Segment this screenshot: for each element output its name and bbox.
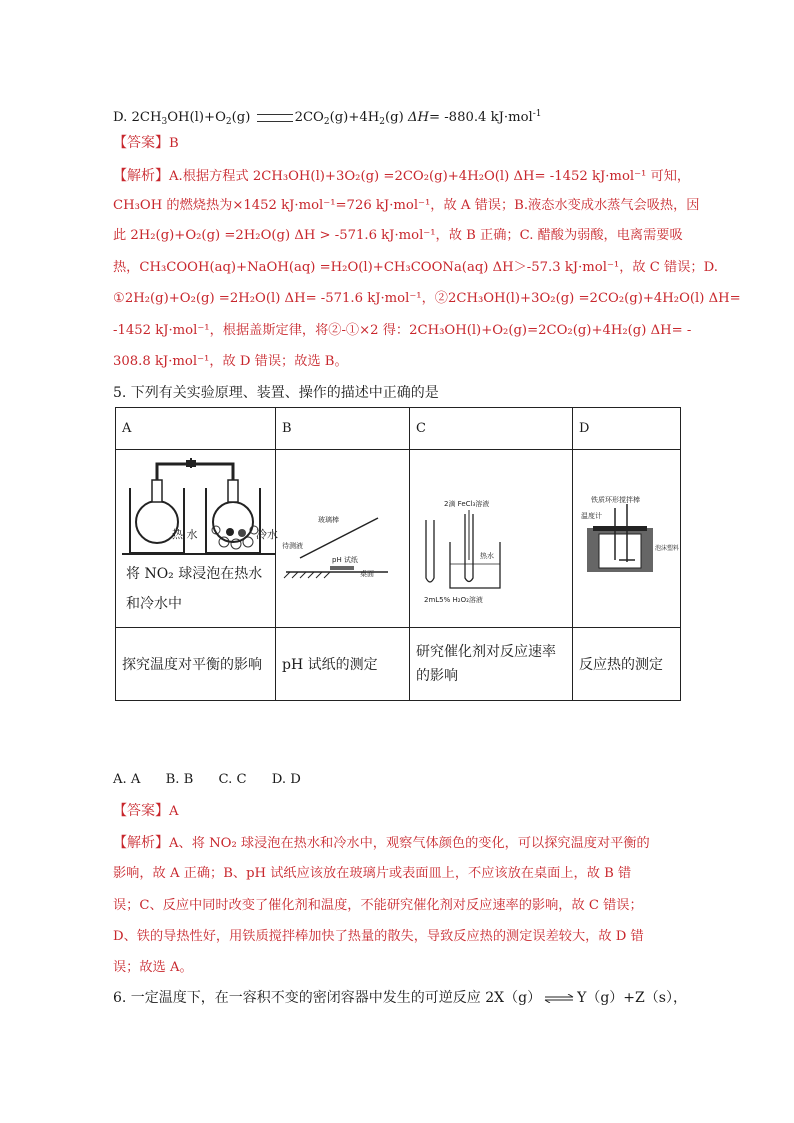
q5-explanation-line-4: D、铁的导热性好，用铁质搅拌棒加快了热量的散失，导致反应热的测定误差较大，故 D 错 xyxy=(113,929,644,944)
q4-explanation-line-5: ①2H₂(g)+O₂(g) =2H₂O(l) ΔH= -571.6 kJ·mol⁻¹，②2CH₃OH(l)+3O₂(g) =2CO₂(g)+4H₂O(l) ΔH= xyxy=(113,291,741,306)
q5-options-table xyxy=(115,407,681,701)
svg-text:2mL5% H₂O₂溶液: 2mL5% H₂O₂溶液 xyxy=(424,596,483,604)
apparatus-b xyxy=(276,450,410,628)
label-b: pH 试纸的测定 xyxy=(276,628,410,701)
q4-explanation-line-4: 热，CH₃COOH(aq)+NaOH(aq) =H₂O(l)+CH₃COONa(aq) ΔH＞-57.3 kJ·mol⁻¹，故 C 错误；D. xyxy=(113,260,718,275)
svg-text:待测液: 待测液 xyxy=(282,542,303,550)
apparatus-c xyxy=(410,450,573,628)
q4-explanation-line-3: 此 2H₂(g)+O₂(g) =2H₂O(g) ΔH > -571.6 kJ·mol⁻¹，故 B 正确；C. 醋酸为弱酸，电离需要吸 xyxy=(113,228,683,243)
apparatus-d xyxy=(573,450,681,628)
q4-answer: 【答案】B xyxy=(113,135,179,151)
svg-text:玻璃棒: 玻璃棒 xyxy=(318,516,339,524)
svg-text:热 水: 热 水 xyxy=(172,528,198,541)
svg-text:pH 试纸: pH 试纸 xyxy=(332,556,358,564)
q5-explanation-line-3: 误；C、反应中同时改变了催化剂和温度，不能研究催化剂对反应速率的影响，故 C 错误； xyxy=(113,898,643,913)
equals-arrow-icon xyxy=(257,114,293,122)
calorimeter-illustration xyxy=(575,490,687,590)
q5-explanation-line-2: 影响，故 A 正确；B、pH 试纸应该放在玻璃片或表面皿上，不应该放在桌面上，故 B 错 xyxy=(113,866,632,881)
q5-answer: 【答案】A xyxy=(113,803,179,819)
q4-explanation-line-6: -1452 kJ·mol⁻¹，根据盖斯定律，将②-①×2 得：2CH₃OH(l)+O₂(g)=2CO₂(g)+4H₂(g) ΔH= - xyxy=(113,323,692,338)
q4-option-d: D. $2CH_3OH(l)+O_2(g)$ $2CO_2(g)+4H_2(g)$ ΔH= -880.4 kJ·mol$^{-1}$ xyxy=(113,109,542,127)
header-c: C xyxy=(410,408,573,450)
catalyst-illustration xyxy=(410,490,560,610)
svg-text:热水: 热水 xyxy=(480,552,494,560)
svg-text:2滴 FeCl₃溶液: 2滴 FeCl₃溶液 xyxy=(444,500,490,508)
label-c: 研究催化剂对反应速率的影响 xyxy=(410,628,573,701)
label-d: 反应热的测定 xyxy=(573,628,681,701)
ph-paper-illustration xyxy=(278,490,396,590)
header-d: D xyxy=(573,408,681,450)
apparatus-a-caption-1: 将 NO₂ 球浸泡在热水 xyxy=(126,566,263,582)
label-a: 探究温度对平衡的影响 xyxy=(116,628,276,701)
svg-text:泡沫塑料: 泡沫塑料 xyxy=(655,545,680,552)
header-b: B xyxy=(276,408,410,450)
q4-explanation-line-1: 【解析】A.根据方程式 2CH₃OH(l)+3O₂(g) =2CO₂(g)+4H₂O(l) ΔH= -1452 kJ·mol⁻¹ 可知， xyxy=(113,168,691,184)
svg-text:铁质环形搅拌棒: 铁质环形搅拌棒 xyxy=(591,496,640,504)
svg-text:冷水: 冷水 xyxy=(256,528,278,541)
apparatus-a-caption-2: 和冷水中 xyxy=(126,596,182,612)
reversible-arrow-icon xyxy=(544,994,574,1003)
svg-text:温度计: 温度计 xyxy=(581,512,602,520)
q5-stem: 5. 下列有关实验原理、装置、操作的描述中正确的是 xyxy=(113,385,439,401)
q5-explanation-line-1: 【解析】A、将 NO₂ 球浸泡在热水和冷水中，观察气体颜色的变化，可以探究温度对平衡的 xyxy=(113,835,650,851)
q6-stem: 6. 一定温度下，在一容积不变的密闭容器中发生的可逆反应 2X（g） Y（g）+Z（s）， xyxy=(113,990,687,1006)
q5-choices: A. A B. B C. C D. D xyxy=(113,772,301,787)
no2-flasks-illustration xyxy=(120,454,279,576)
apparatus-a xyxy=(116,450,276,628)
svg-text:桌面: 桌面 xyxy=(360,570,374,578)
q4-explanation-line-2: CH₃OH 的燃烧热为×1452 kJ·mol⁻¹=726 kJ·mol⁻¹，故 A 错误；B.液态水变成水蒸气会吸热，因 xyxy=(113,198,700,213)
q4-explanation-line-7: 308.8 kJ·mol⁻¹，故 D 错误；故选 B。 xyxy=(113,354,348,369)
header-a: A xyxy=(116,408,276,450)
q5-explanation-line-5: 误；故选 A。 xyxy=(113,960,193,975)
